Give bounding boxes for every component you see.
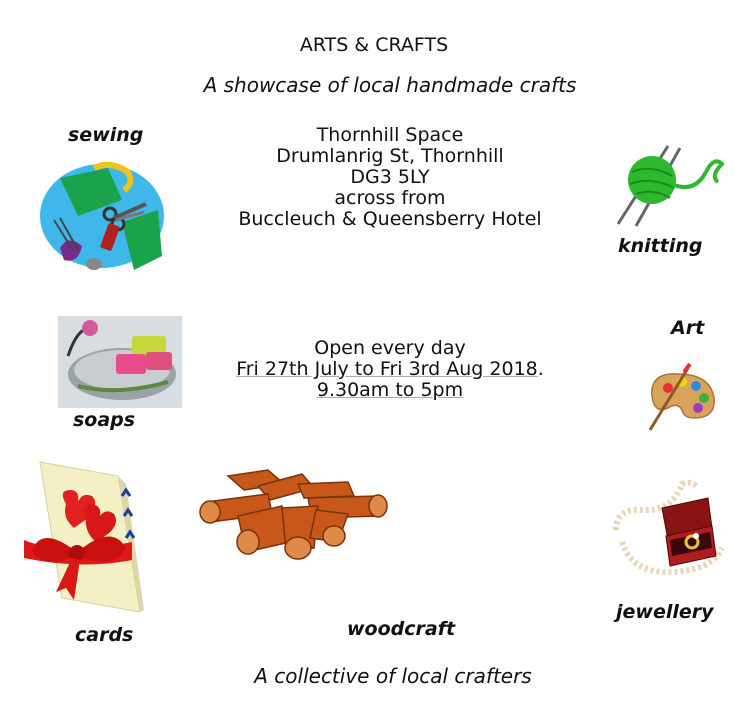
label-woodcraft: woodcraft bbox=[347, 618, 456, 640]
opening-line: Open every day bbox=[314, 337, 466, 359]
art-icon bbox=[644, 362, 718, 432]
page-subtitle: A showcase of local handmade crafts bbox=[203, 73, 577, 97]
page-footer: A collective of local crafters bbox=[254, 664, 532, 688]
jewellery-icon bbox=[612, 478, 726, 582]
venue-name: Thornhill Space bbox=[316, 124, 464, 146]
cards-icon bbox=[22, 460, 146, 620]
venue-street: Drumlanrig St, Thornhill bbox=[276, 145, 504, 167]
opening-dates-suffix: . bbox=[537, 358, 544, 380]
venue-postcode: DG3 5LY bbox=[350, 166, 430, 188]
knitting-icon bbox=[614, 142, 724, 228]
venue-address bbox=[190, 125, 590, 230]
woodcraft-icon bbox=[198, 466, 388, 560]
label-soaps: soaps bbox=[73, 409, 136, 431]
label-art: Art bbox=[671, 317, 705, 339]
opening-times: 9.30am to 5pm bbox=[316, 379, 464, 401]
page-title: ARTS & CRAFTS bbox=[299, 34, 449, 56]
soaps-icon bbox=[58, 316, 182, 408]
label-sewing: sewing bbox=[68, 124, 144, 146]
opening-hours bbox=[190, 338, 590, 401]
label-knitting: knitting bbox=[618, 235, 703, 257]
opening-dates: Fri 27th July to Fri 3rd Aug 2018 bbox=[236, 358, 538, 380]
venue-across-from: across from bbox=[334, 187, 446, 209]
sewing-icon bbox=[38, 160, 166, 278]
venue-landmark: Buccleuch & Queensberry Hotel bbox=[238, 208, 542, 230]
label-jewellery: jewellery bbox=[616, 601, 714, 623]
label-cards: cards bbox=[75, 624, 134, 646]
